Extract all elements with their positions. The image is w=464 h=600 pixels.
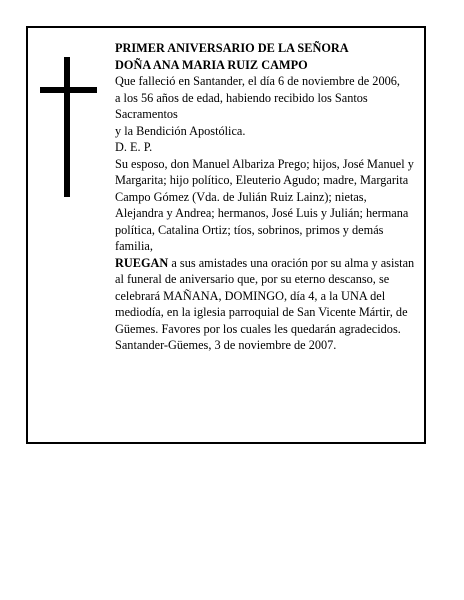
cross-icon <box>40 57 97 197</box>
obituary-notice-frame <box>26 26 426 444</box>
family-list: Su esposo, don Manuel Albariza Prego; hijos, José Manuel y Margarita; hijo político, Eleuterio Agudo; madre, Margarita Campo Gómez (Vda. de Julián Ruiz Lainz); nietas, Alejandra y Andrea; hermanos, José Luis y Julián; hermana política, Catalina Ortiz; tíos, sobrinos, primos y demás familia, <box>115 156 414 253</box>
cross-horizontal-bar <box>40 87 97 93</box>
notice-heading-line-1: PRIMER ANIVERSARIO DE LA SEÑORA <box>115 41 349 55</box>
request-paragraph <box>115 255 415 338</box>
place-date: Santander-Güemes, 3 de noviembre de 2007. <box>115 338 337 352</box>
death-info: Que falleció en Santander, el día 6 de noviembre de 2006, <box>115 74 400 88</box>
request-text: a sus amistades una oración por su alma y asistan al funeral de aniversario que, por su eterno descanso, se celebrará MAÑANA, DOMINGO, día 4, a la UNA del mediodía, en la iglesia parroquial de San Vicente Mártir, de Güemes. Favores por los cuales les quedarán agradecidos. <box>115 255 415 336</box>
dep-abbreviation: D. E. P. <box>115 140 153 154</box>
ruegan-word: RUEGAN <box>115 255 169 270</box>
blessing: y la Bendición Apostólica. <box>115 123 246 138</box>
cross-vertical-bar <box>64 57 70 197</box>
notice-heading-line-2: DOÑA ANA MARIA RUIZ CAMPO <box>115 57 308 72</box>
age-info: a los 56 años de edad, habiendo recibido los Santos Sacramentos <box>115 90 368 121</box>
notice-text <box>115 40 415 354</box>
